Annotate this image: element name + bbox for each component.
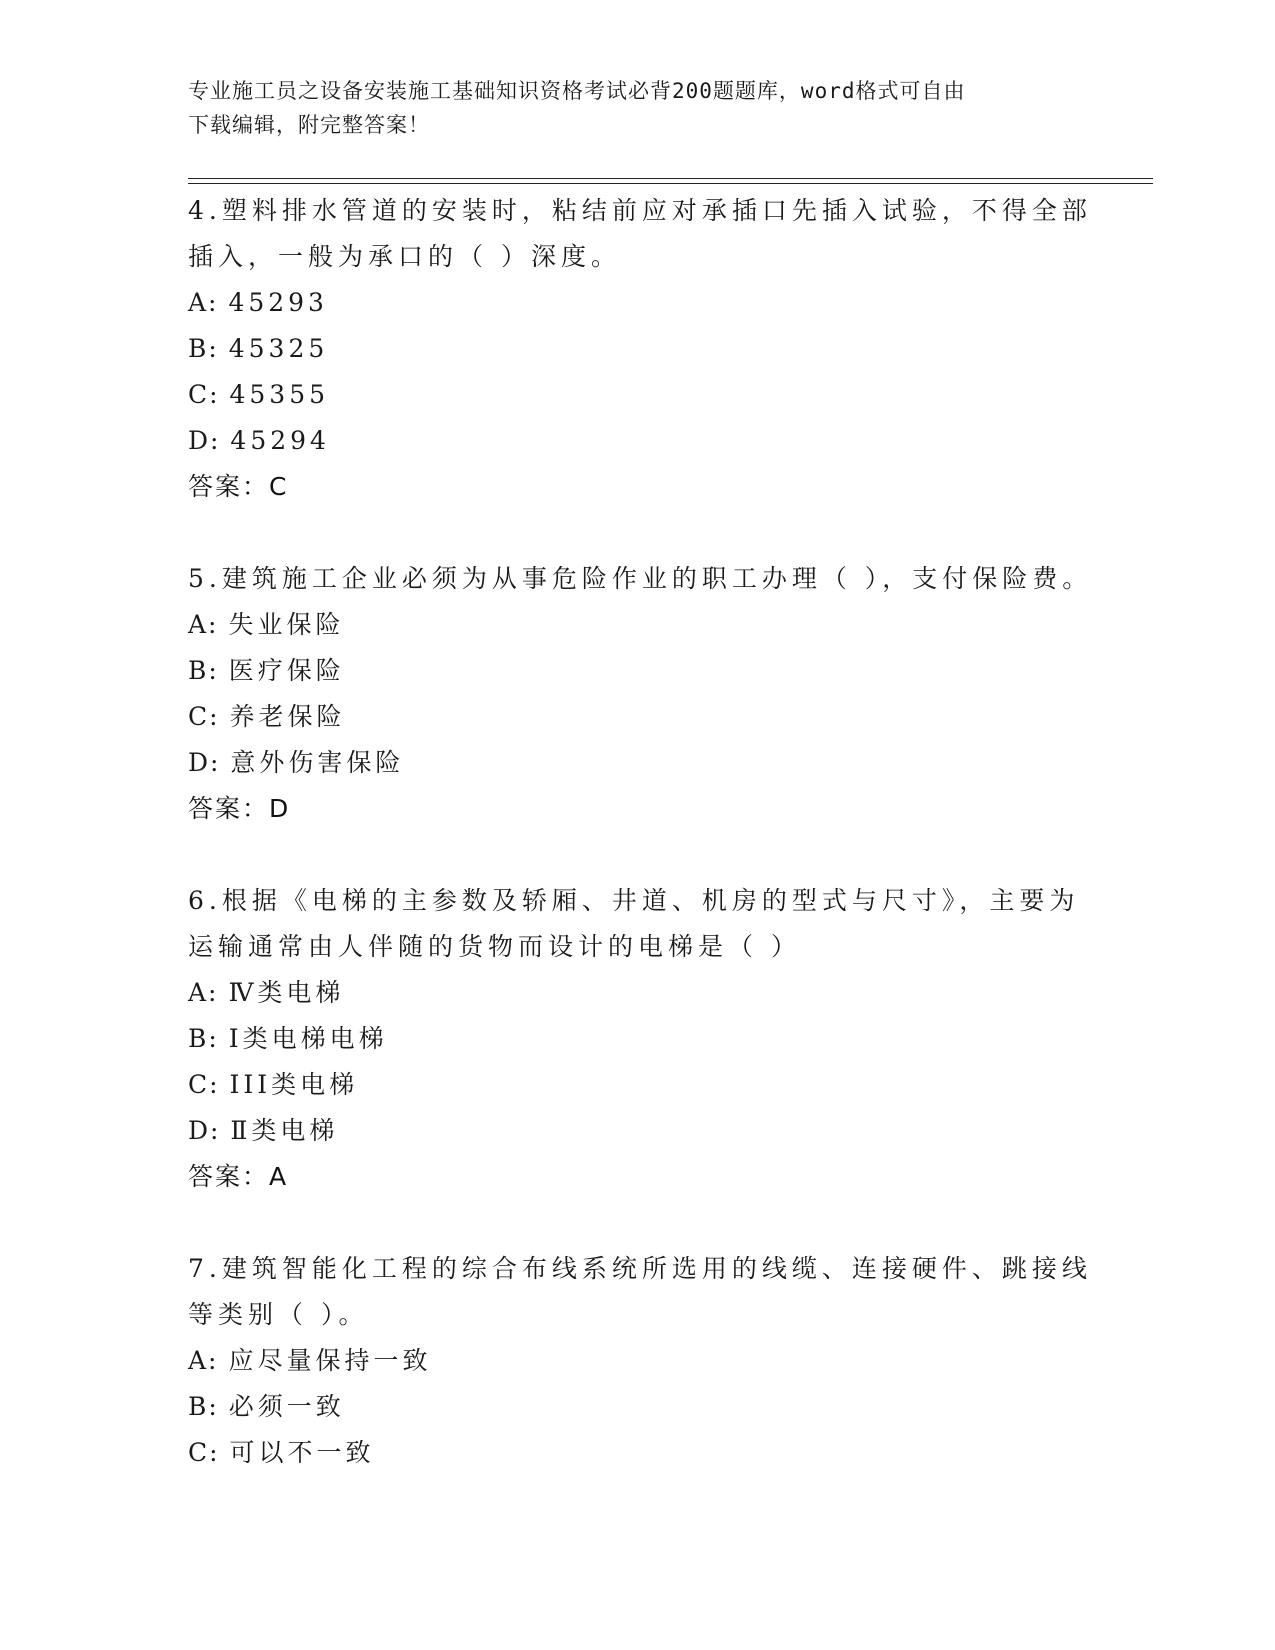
question-block bbox=[188, 878, 1108, 1200]
option-text: III类电梯 bbox=[229, 1070, 359, 1099]
question-spacer bbox=[188, 1200, 1108, 1246]
question-stem-line: 6.根据《电梯的主参数及轿厢、井道、机房的型式与尺寸》，主要为 bbox=[188, 886, 1080, 915]
document-header bbox=[188, 74, 1088, 142]
answer-option bbox=[188, 1108, 1108, 1154]
option-text: 45325 bbox=[228, 334, 329, 363]
option-label: A: bbox=[188, 288, 229, 317]
answer-option bbox=[188, 1430, 1108, 1476]
question-stem-line: 插入，一般为承口的（ ）深度。 bbox=[188, 242, 621, 271]
option-text: 45294 bbox=[230, 426, 330, 455]
option-label: C: bbox=[188, 702, 230, 731]
option-text: Ⅰ类电梯电梯 bbox=[228, 1024, 388, 1053]
option-label: C: bbox=[188, 380, 230, 409]
header-rule-top bbox=[188, 178, 1153, 179]
option-label: C: bbox=[188, 1070, 230, 1099]
answer-option bbox=[188, 1384, 1108, 1430]
question-spacer bbox=[188, 832, 1108, 878]
answer-option bbox=[188, 602, 1108, 648]
question-stem-line: 7.建筑智能化工程的综合布线系统所选用的线缆、连接硬件、跳接线 bbox=[188, 1254, 1092, 1283]
question-block bbox=[188, 1246, 1108, 1476]
option-label: B: bbox=[188, 1392, 229, 1421]
answer-key: 答案：A bbox=[188, 1162, 289, 1191]
question-block bbox=[188, 556, 1108, 832]
option-label: D: bbox=[188, 1116, 231, 1145]
option-text: 医疗保险 bbox=[228, 656, 345, 685]
header-line-2: 下载编辑，附完整答案！ bbox=[188, 113, 430, 137]
answer-option bbox=[188, 1338, 1108, 1384]
option-label: B: bbox=[188, 334, 229, 363]
answer-option bbox=[188, 694, 1108, 740]
question-stem-line: 4.塑料排水管道的安装时，粘结前应对承插口先插入试验，不得全部 bbox=[188, 196, 1092, 225]
option-text: Ⅱ类电梯 bbox=[230, 1116, 339, 1145]
answer-option bbox=[188, 648, 1108, 694]
option-text: Ⅳ类电梯 bbox=[228, 978, 345, 1007]
option-label: C: bbox=[188, 1438, 230, 1467]
question-list bbox=[188, 188, 1108, 1476]
answer-option bbox=[188, 1016, 1108, 1062]
answer-option bbox=[188, 280, 1108, 326]
option-text: 45355 bbox=[229, 380, 330, 409]
option-label: A: bbox=[188, 978, 229, 1007]
answer-option bbox=[188, 970, 1108, 1016]
answer-option bbox=[188, 418, 1108, 464]
option-text: 必须一致 bbox=[228, 1392, 345, 1421]
option-text: 养老保险 bbox=[229, 702, 346, 731]
question-stem-line: 等类别（ ）。 bbox=[188, 1300, 369, 1329]
option-label: D: bbox=[188, 426, 231, 455]
option-label: A: bbox=[188, 610, 229, 639]
answer-key: 答案：D bbox=[188, 794, 291, 823]
header-rule-bottom bbox=[188, 183, 1153, 184]
question-stem-line: 5.建筑施工企业必须为从事危险作业的职工办理（ ），支付保险费。 bbox=[188, 564, 1093, 593]
answer-option bbox=[188, 1062, 1108, 1108]
option-text: 可以不一致 bbox=[229, 1438, 375, 1467]
question-block bbox=[188, 188, 1108, 510]
answer-option bbox=[188, 740, 1108, 786]
option-text: 失业保险 bbox=[228, 610, 345, 639]
option-label: D: bbox=[188, 748, 231, 777]
option-text: 45293 bbox=[228, 288, 328, 317]
option-text: 意外伤害保险 bbox=[230, 748, 405, 777]
answer-key: 答案：C bbox=[188, 472, 289, 501]
option-text: 应尽量保持一致 bbox=[228, 1346, 432, 1375]
answer-option bbox=[188, 372, 1108, 418]
option-label: B: bbox=[188, 1024, 229, 1053]
option-label: A: bbox=[188, 1346, 229, 1375]
question-stem-line: 运输通常由人伴随的货物而设计的电梯是（ ） bbox=[188, 932, 801, 961]
option-label: B: bbox=[188, 656, 229, 685]
header-line-1: 专业施工员之设备安装施工基础知识资格考试必背200题题库，word格式可自由 bbox=[188, 79, 966, 103]
question-spacer bbox=[188, 510, 1108, 556]
answer-option bbox=[188, 326, 1108, 372]
